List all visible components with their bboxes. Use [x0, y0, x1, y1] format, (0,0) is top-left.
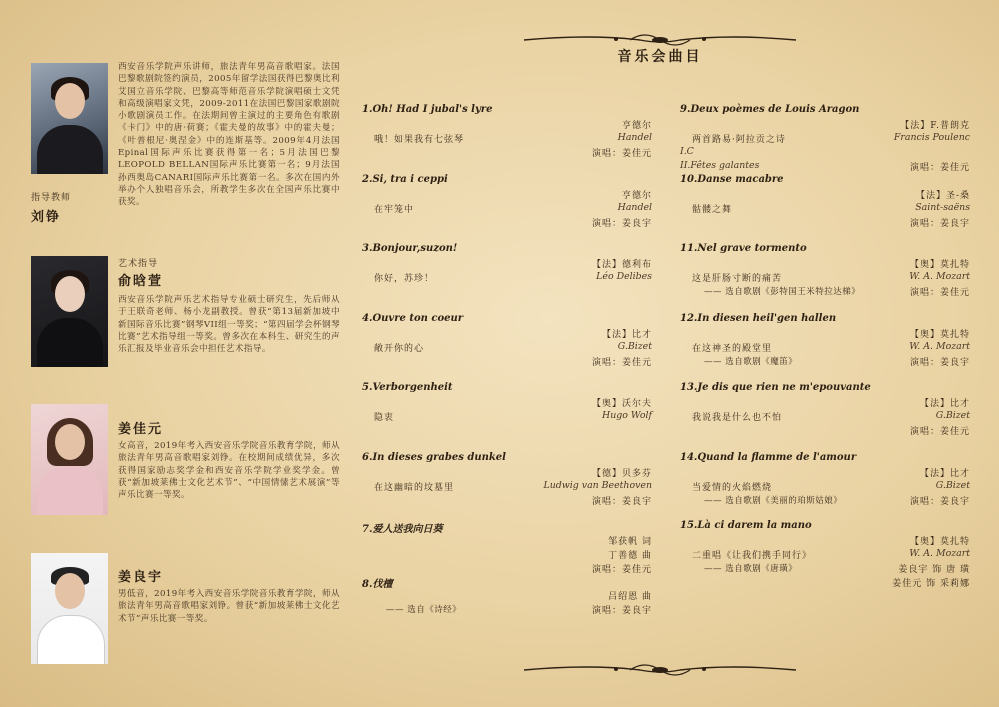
program-item-line [680, 355, 970, 369]
bio-text: 女高音，2019年考入西安音乐学院音乐教育学院，师从旅法青年男高音歌唱家刘铮。在校期间成绩优异，多次获得国家励志奖学金和西安音乐学院学业奖学金。曾获“新加坡莱佛士文化艺术节”、“中国情愫艺术展演”等声乐比赛一等奖。 [118, 441, 340, 501]
program-line-left: 两首路易·阿拉贡之诗 [692, 135, 786, 145]
program-item-line [362, 118, 652, 132]
program-line-right: 演唱：姜佳元 [909, 288, 970, 298]
program-item-title: 15.Là ci darem la mano [680, 520, 812, 531]
program-line-left: 我说我是什么也不怕 [692, 413, 783, 423]
program-line-right: 【奥】莫扎特 [909, 260, 970, 270]
program-line-right: 演唱：姜佳元 [591, 565, 652, 575]
program-item [362, 520, 652, 576]
program-item-line [362, 202, 652, 216]
program-line-right: 演唱：姜良宇 [591, 219, 652, 229]
bio-photo-jiang-jiayuan [31, 404, 108, 515]
program-item-title: 4.Ouvre ton coeur [362, 313, 464, 324]
program-item [680, 104, 970, 174]
program-line-right: 姜佳元 饰 采莉娜 [892, 579, 970, 589]
program-line-left: —— 选自歌剧《魔笛》 [704, 357, 798, 367]
program-item-line [680, 534, 970, 548]
program-item-title: 5.Verborgenheit [362, 382, 453, 393]
program-item-line [680, 271, 970, 285]
program-line-left: II.Fêtes galantes [680, 160, 760, 171]
program-line-left: —— 选自歌剧《唐璜》 [704, 564, 798, 574]
program-item-line [680, 327, 970, 341]
program-line-left: —— 选自《诗经》 [386, 605, 462, 615]
program-line-right: G.Bizet [617, 341, 652, 352]
program-item-line [362, 216, 652, 230]
program-line-right: 亨德尔 [621, 191, 652, 201]
bio-text: 男低音，2019年考入西安音乐学院音乐教育学院，师从旅法青年男高音歌唱家刘铮。曾获“新加坡莱佛士文化艺术节”声乐比赛一等奖。 [118, 589, 340, 624]
program-item-line [680, 548, 970, 562]
program-item-line [362, 327, 652, 341]
program-item [362, 104, 652, 160]
program-line-right: G.Bizet [935, 410, 970, 421]
program-item-line [362, 603, 652, 617]
program-item-line [680, 146, 970, 160]
program-line-left: 在这神圣的殿堂里 [692, 344, 773, 354]
bio-name: 刘铮 [31, 210, 62, 225]
program-line-left: —— 选自歌剧《美丽的珀斯姑娘》 [704, 496, 843, 506]
program-item-line [362, 132, 652, 146]
program-line-right: 演唱：姜佳元 [591, 149, 652, 159]
program-line-right: W. A. Mozart [909, 271, 970, 282]
bio-name: 姜良宇 [118, 570, 164, 585]
program-line-right: W. A. Mozart [909, 548, 970, 559]
flourish-ornament-bottom [520, 660, 800, 680]
program-line-right: G.Bizet [935, 480, 970, 491]
program-item-title: 2.Si, tra i ceppi [362, 174, 448, 185]
program-line-right: 演唱：姜良宇 [909, 497, 970, 507]
program-item-line [680, 257, 970, 271]
program-item-line [680, 118, 970, 132]
program-item-line [680, 466, 970, 480]
program-line-right: 邹获帆 词 [608, 537, 652, 547]
program-line-left: 二重唱《让我们携手同行》 [692, 551, 813, 561]
program-item-line [362, 396, 652, 410]
program-line-left: 在这幽暗的坟墓里 [374, 483, 455, 493]
program-item-line [362, 589, 652, 603]
program-item-line [680, 132, 970, 146]
program-item-title: 3.Bonjour,suzon! [362, 243, 458, 254]
program-item-line [680, 202, 970, 216]
program-item-line [362, 534, 652, 548]
program-line-right: 【奥】莫扎特 [909, 330, 970, 340]
program-item [680, 174, 970, 230]
program-line-left: —— 选自歌剧《彭特国王米特拉达梯》 [704, 287, 861, 297]
program-item [362, 313, 652, 369]
program-line-right: 亨德尔 [621, 121, 652, 131]
program-item [680, 313, 970, 369]
program-item-title: 13.Je dis que rien ne m'epouvante [680, 382, 871, 393]
program-line-left: 当爱情的火焰燃烧 [692, 483, 773, 493]
program-line-right: 【法】比才 [919, 399, 970, 409]
program-line-right: 丁善德 曲 [608, 551, 652, 561]
program-line-right: 演唱：姜良宇 [591, 606, 652, 616]
bio-label: 艺术指导 [118, 259, 159, 269]
program-item-line [362, 188, 652, 202]
program-line-right: 【奥】沃尔夫 [591, 399, 652, 409]
bio-text: 西安音乐学院声乐讲师，旅法青年男高音歌唱家。法国巴黎歌剧院签约演员，2005年留学法国获得巴黎奥比利艾国立音乐学院、巴黎高等师范音乐学院演唱硕士文凭和高级演唱家文凭，2009-2011在法国巴黎国家歌剧院小歌剧演员工作。在法期间曾主演过的主要角色有歌剧《卡门》中的唐·荷赛；《霍夫曼的故事》中的霍夫曼；《叶普根尼·奥涅金》中的连斯基等。2009年4月法国Epinal国际声乐比赛获得第一名；5月法国巴黎LEOPOLD BELLAN国际声乐比赛第一名；9月法国孙西奥岛CANARI国际声乐比赛第一名。多次在国内外举办个人独唱音乐会，所教学生多次在全国声乐比赛中获奖。 [118, 62, 340, 208]
program-item-title: 10.Danse macabre [680, 174, 784, 185]
program-item-line [362, 257, 652, 271]
program-line-right: Handel [617, 202, 652, 213]
program-item-title: 7.爱人送我向日葵 [362, 524, 443, 535]
program-item-line [680, 216, 970, 230]
program-item-line [362, 562, 652, 576]
program-item-line [680, 160, 970, 174]
program-item-line [680, 285, 970, 299]
program-item [362, 452, 652, 508]
program-line-left: 隐衷 [374, 413, 395, 423]
program-line-right: 【法】F.普朗克 [900, 121, 970, 131]
program-line-right: 演唱：姜良宇 [909, 358, 970, 368]
bio-photo-liu [31, 63, 108, 174]
program-line-right: 【法】圣-桑 [915, 191, 970, 201]
program-item [680, 243, 970, 299]
program-item-line [362, 494, 652, 508]
program-line-right: Saint-saëns [915, 202, 970, 213]
program-item-line [680, 396, 970, 410]
program-item [680, 382, 970, 438]
program-line-right: 演唱：姜佳元 [909, 427, 970, 437]
program-item-line [362, 271, 652, 285]
program-line-right: 【法】比才 [919, 469, 970, 479]
program-item-line [680, 424, 970, 438]
program-item-line [680, 341, 970, 355]
program-line-right: Francis Poulenc [893, 132, 970, 143]
program-item-title: 14.Quand la flamme de l'amour [680, 452, 857, 463]
program-item-line [680, 494, 970, 508]
program-item-line [680, 410, 970, 424]
program-line-right: 演唱：姜良宇 [591, 497, 652, 507]
program-line-left: 在牢笼中 [374, 205, 415, 215]
program-line-right: 【德】贝多芬 [591, 469, 652, 479]
bio-name: 姜佳元 [118, 422, 164, 437]
page-title: 音乐会曲目 [617, 49, 703, 65]
program-line-right: 吕绍恩 曲 [608, 592, 652, 602]
program-line-left: I.C [680, 146, 694, 157]
bio-text: 西安音乐学院声乐艺术指导专业硕士研究生，先后师从于王联奇老师、杨小龙副教授。曾获“第13届新加坡中新国际音乐比赛”钢琴VII组一等奖；“第四届学会杯钢琴比赛”艺术指导组一等奖。曾多次在本科生、研究生的声乐汇报及毕业音乐会中担任艺术指导。 [118, 295, 340, 355]
program-item-line [362, 355, 652, 369]
program-item-title: 1.Oh! Had I jubal's lyre [362, 104, 493, 115]
program-line-right: W. A. Mozart [909, 341, 970, 352]
program-item [362, 174, 652, 230]
program-item-line [680, 480, 970, 494]
program-item [362, 243, 652, 285]
program-item-line [680, 576, 970, 590]
program-line-right: Ludwig van Beethoven [543, 480, 652, 491]
program-item [680, 520, 970, 590]
program-line-right: Hugo Wolf [602, 410, 652, 421]
program-item-line [680, 562, 970, 576]
program-item-title: 6.In dieses grabes dunkel [362, 452, 506, 463]
program-item-line [362, 548, 652, 562]
program-item-line [362, 146, 652, 160]
program-item-title: 11.Nel grave tormento [680, 243, 807, 254]
program-item [362, 382, 652, 424]
program-line-right: 演唱：姜佳元 [591, 358, 652, 368]
program-line-left: 哦！如果我有七弦琴 [374, 135, 465, 145]
program-line-left: 敞开你的心 [374, 344, 425, 354]
bio-label: 指导教师 [31, 193, 72, 203]
program-item-title: 8.伐檀 [362, 579, 393, 590]
bio-photo-jiang-liangyu [31, 553, 108, 664]
program-item-title: 12.In diesen heil'gen hallen [680, 313, 837, 324]
program-line-right: 姜良宇 饰 唐 璜 [898, 565, 970, 575]
program-item [362, 575, 652, 617]
program-line-left: 你好，苏珍！ [374, 274, 435, 284]
bio-photo-yu [31, 256, 108, 367]
program-item [680, 452, 970, 508]
program-item-line [680, 188, 970, 202]
program-line-right: 【奥】莫扎特 [909, 537, 970, 547]
program-item-line [362, 410, 652, 424]
program-line-right: 【法】比才 [601, 330, 652, 340]
program-line-left: 这是肝肠寸断的痛苦 [692, 274, 783, 284]
program-item-line [362, 466, 652, 480]
bio-name: 俞晗萱 [118, 274, 164, 289]
program-line-left: 骷髅之舞 [692, 205, 733, 215]
program-line-right: Handel [617, 132, 652, 143]
program-item-line [362, 480, 652, 494]
program-item-line [362, 341, 652, 355]
program-item-title: 9.Deux poèmes de Louis Aragon [680, 104, 860, 115]
program-line-right: 演唱：姜佳元 [909, 163, 970, 173]
program-line-right: 演唱：姜良宇 [909, 219, 970, 229]
program-line-right: 【法】德利布 [591, 260, 652, 270]
program-line-right: Léo Delibes [596, 271, 652, 282]
